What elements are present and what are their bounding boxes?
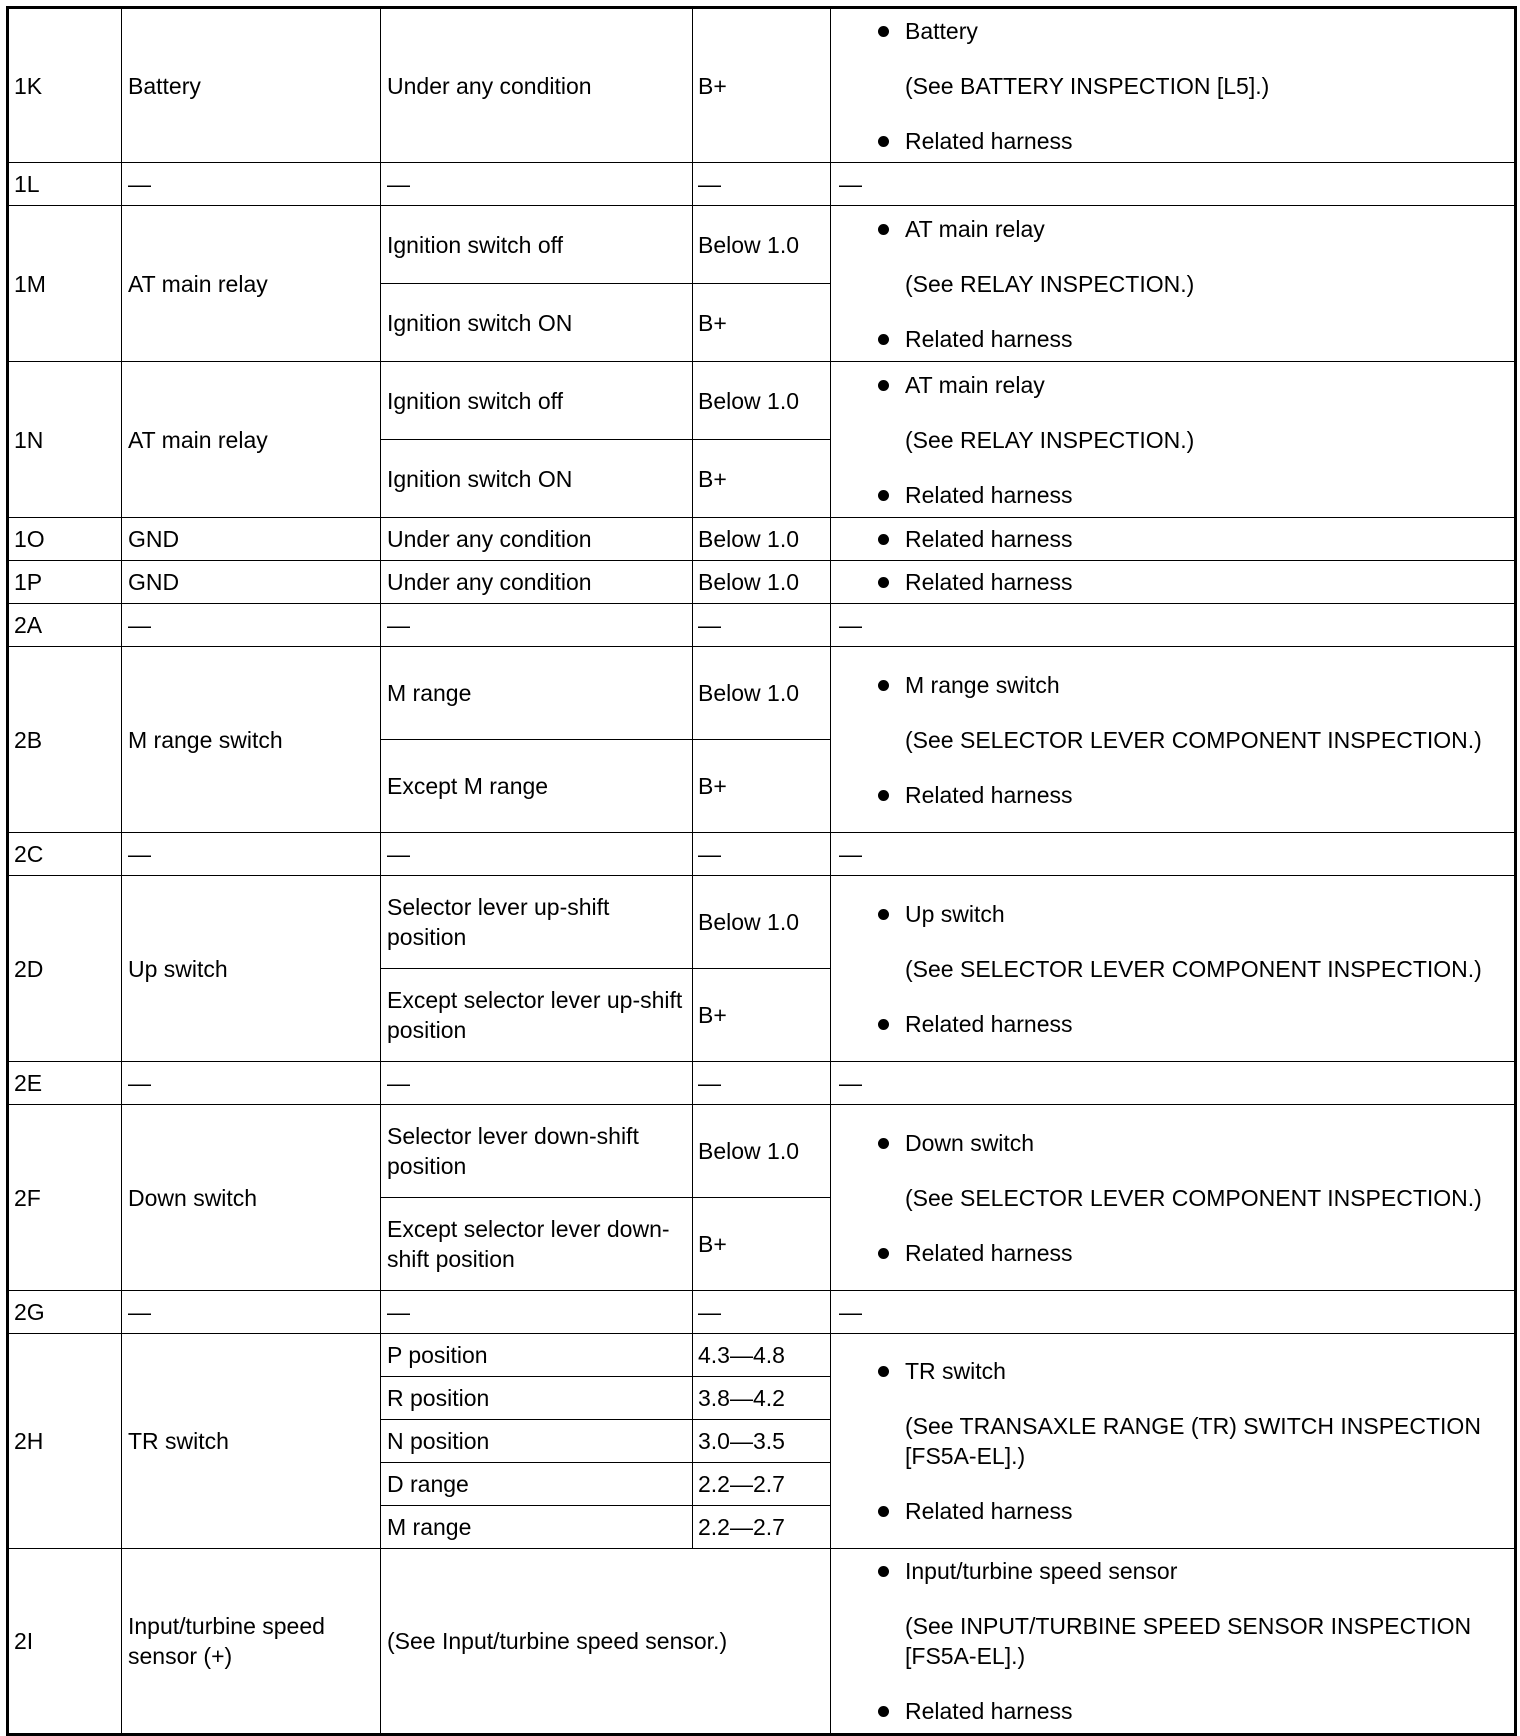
check-note: (See TRANSAXLE RANGE (TR) SWITCH INSPECTION [FS5A-EL].) bbox=[905, 1413, 1481, 1469]
condition-cell: Ignition switch off bbox=[381, 206, 693, 284]
check-item-cell: — bbox=[831, 1291, 1516, 1334]
check-note: (See BATTERY INSPECTION [L5].) bbox=[905, 72, 1270, 99]
table-row bbox=[8, 876, 1516, 969]
voltage-cell: 4.3—4.8 bbox=[693, 1334, 831, 1377]
condition-cell: Except M range bbox=[381, 740, 693, 833]
bullet-icon bbox=[878, 1366, 889, 1377]
check-bullet-text: Related harness bbox=[905, 127, 1073, 154]
condition-cell: P position bbox=[381, 1334, 693, 1377]
check-item-cell bbox=[831, 1549, 1516, 1735]
check-bullet-item bbox=[831, 16, 1514, 46]
check-bullet-item bbox=[831, 324, 1514, 354]
bullet-icon bbox=[878, 1506, 889, 1517]
terminal-cell: 1L bbox=[8, 163, 122, 206]
check-item-cell: — bbox=[831, 604, 1516, 647]
voltage-cell: B+ bbox=[693, 969, 831, 1062]
check-bullet-text: AT main relay bbox=[905, 371, 1045, 398]
check-bullet-item bbox=[831, 1696, 1514, 1726]
check-bullet-text: Related harness bbox=[905, 526, 1073, 552]
check-item-cell bbox=[831, 876, 1516, 1062]
terminal-cell: 2B bbox=[8, 647, 122, 833]
table-row bbox=[8, 8, 1516, 163]
terminal-cell: 1O bbox=[8, 518, 122, 561]
table-row bbox=[8, 1105, 1516, 1198]
voltage-cell: 3.0—3.5 bbox=[693, 1420, 831, 1463]
condition-cell: Selector lever up-shift position bbox=[381, 876, 693, 969]
bullet-icon bbox=[878, 1138, 889, 1149]
bullet-icon bbox=[878, 490, 889, 501]
bullet-icon bbox=[878, 577, 889, 588]
voltage-cell: B+ bbox=[693, 284, 831, 362]
check-bullet-item bbox=[831, 1009, 1514, 1039]
terminal-cell: 2G bbox=[8, 1291, 122, 1334]
connected-to-cell: M range switch bbox=[122, 647, 381, 833]
voltage-cell: B+ bbox=[693, 440, 831, 518]
table-row bbox=[8, 163, 1516, 206]
condition-cell: Under any condition bbox=[381, 561, 693, 604]
terminal-cell: 1K bbox=[8, 8, 122, 163]
check-item-cell bbox=[831, 518, 1516, 561]
check-bullet-item bbox=[831, 670, 1514, 700]
condition-cell: R position bbox=[381, 1377, 693, 1420]
bullet-icon bbox=[878, 1566, 889, 1577]
check-bullet-item bbox=[831, 1556, 1514, 1586]
voltage-cell: Below 1.0 bbox=[693, 1105, 831, 1198]
check-note: (See SELECTOR LEVER COMPONENT INSPECTION.) bbox=[905, 1184, 1482, 1211]
bullet-icon bbox=[878, 26, 889, 37]
check-bullet-item bbox=[831, 1356, 1514, 1386]
table-row bbox=[8, 518, 1516, 561]
connected-to-cell: Battery bbox=[122, 8, 381, 163]
voltage-cell: B+ bbox=[693, 1198, 831, 1291]
connected-to-cell: AT main relay bbox=[122, 206, 381, 362]
condition-cell: Ignition switch off bbox=[381, 362, 693, 440]
bullet-icon bbox=[878, 1248, 889, 1259]
condition-cell: N position bbox=[381, 1420, 693, 1463]
terminal-cell: 2H bbox=[8, 1334, 122, 1549]
check-note: (See RELAY INSPECTION.) bbox=[905, 426, 1195, 453]
bullet-icon bbox=[878, 790, 889, 801]
voltage-cell: Below 1.0 bbox=[693, 206, 831, 284]
check-bullet-item bbox=[831, 370, 1514, 400]
check-bullet-item bbox=[831, 126, 1514, 156]
condition-cell: Under any condition bbox=[381, 518, 693, 561]
voltage-cell: 2.2—2.7 bbox=[693, 1506, 831, 1549]
check-bullet-text: Related harness bbox=[905, 1010, 1073, 1037]
voltage-cell: Below 1.0 bbox=[693, 876, 831, 969]
check-bullet-text: Up switch bbox=[905, 900, 1005, 927]
condition-cell: D range bbox=[381, 1463, 693, 1506]
check-bullet-item bbox=[831, 1128, 1514, 1158]
connected-to-cell: GND bbox=[122, 518, 381, 561]
voltage-cell: Below 1.0 bbox=[693, 362, 831, 440]
table-row bbox=[8, 604, 1516, 647]
voltage-cell: Below 1.0 bbox=[693, 647, 831, 740]
merged-measurement-cell: (See Input/turbine speed sensor.) bbox=[381, 1549, 831, 1735]
check-bullet-item bbox=[831, 480, 1514, 510]
connected-to-cell: TR switch bbox=[122, 1334, 381, 1549]
terminal-cell: 2F bbox=[8, 1105, 122, 1291]
connected-to-cell: — bbox=[122, 163, 381, 206]
bullet-icon bbox=[878, 1019, 889, 1030]
table-row bbox=[8, 647, 1516, 740]
check-bullet-text: Related harness bbox=[905, 569, 1073, 595]
condition-cell: — bbox=[381, 1291, 693, 1334]
connected-to-cell: GND bbox=[122, 561, 381, 604]
table-row bbox=[8, 206, 1516, 284]
bullet-icon bbox=[878, 136, 889, 147]
voltage-cell: 2.2—2.7 bbox=[693, 1463, 831, 1506]
check-bullet-text: Related harness bbox=[905, 1239, 1073, 1266]
voltage-cell: Below 1.0 bbox=[693, 561, 831, 604]
table-row bbox=[8, 561, 1516, 604]
check-bullet-text: Related harness bbox=[905, 781, 1073, 808]
check-bullet-text: TR switch bbox=[905, 1358, 1006, 1384]
check-item-cell: — bbox=[831, 1062, 1516, 1105]
voltage-cell: B+ bbox=[693, 8, 831, 163]
check-bullet-text: Related harness bbox=[905, 1698, 1073, 1724]
check-item-cell: — bbox=[831, 163, 1516, 206]
check-bullet-item bbox=[831, 524, 1514, 554]
check-note: (See SELECTOR LEVER COMPONENT INSPECTION.) bbox=[905, 726, 1482, 753]
bullet-icon bbox=[878, 680, 889, 691]
check-bullet-text: Down switch bbox=[905, 1129, 1035, 1156]
check-item-cell bbox=[831, 561, 1516, 604]
condition-cell: M range bbox=[381, 1506, 693, 1549]
check-bullet-text: Related harness bbox=[905, 481, 1073, 508]
condition-cell: Except selector lever up-shift position bbox=[381, 969, 693, 1062]
connected-to-cell: — bbox=[122, 833, 381, 876]
table-row bbox=[8, 833, 1516, 876]
condition-cell: — bbox=[381, 833, 693, 876]
condition-cell: — bbox=[381, 604, 693, 647]
table-row bbox=[8, 1334, 1516, 1377]
terminal-cell: 1P bbox=[8, 561, 122, 604]
connected-to-cell: — bbox=[122, 1291, 381, 1334]
check-note: (See INPUT/TURBINE SPEED SENSOR INSPECTION [FS5A-EL].) bbox=[905, 1613, 1472, 1669]
check-note: (See RELAY INSPECTION.) bbox=[905, 270, 1195, 297]
check-item-cell bbox=[831, 1334, 1516, 1549]
connected-to-cell: Input/turbine speed sensor (+) bbox=[122, 1549, 381, 1735]
check-bullet-item bbox=[831, 1238, 1514, 1268]
check-bullet-item bbox=[831, 567, 1514, 597]
check-bullet-text: Input/turbine speed sensor bbox=[905, 1558, 1178, 1584]
terminal-cell: 2E bbox=[8, 1062, 122, 1105]
condition-cell: Under any condition bbox=[381, 8, 693, 163]
check-bullet-item bbox=[831, 899, 1514, 929]
check-bullet-item bbox=[831, 1496, 1514, 1526]
voltage-cell: — bbox=[693, 604, 831, 647]
connected-to-cell: — bbox=[122, 1062, 381, 1105]
bullet-icon bbox=[878, 534, 889, 545]
voltage-cell: 3.8—4.2 bbox=[693, 1377, 831, 1420]
check-bullet-text: M range switch bbox=[905, 671, 1060, 698]
terminal-cell: 1M bbox=[8, 206, 122, 362]
voltage-cell: Below 1.0 bbox=[693, 518, 831, 561]
connected-to-cell: AT main relay bbox=[122, 362, 381, 518]
bullet-icon bbox=[878, 909, 889, 920]
check-bullet-text: Battery bbox=[905, 17, 978, 44]
connected-to-cell: Down switch bbox=[122, 1105, 381, 1291]
check-item-cell bbox=[831, 362, 1516, 518]
check-item-cell bbox=[831, 206, 1516, 362]
connected-to-cell: Up switch bbox=[122, 876, 381, 1062]
check-item-cell bbox=[831, 8, 1516, 163]
check-item-cell bbox=[831, 647, 1516, 833]
voltage-cell: — bbox=[693, 1291, 831, 1334]
bullet-icon bbox=[878, 224, 889, 235]
terminal-cell: 1N bbox=[8, 362, 122, 518]
connected-to-cell: — bbox=[122, 604, 381, 647]
check-bullet-item bbox=[831, 214, 1514, 244]
terminal-cell: 2D bbox=[8, 876, 122, 1062]
check-item-cell: — bbox=[831, 833, 1516, 876]
check-bullet-text: Related harness bbox=[905, 325, 1073, 352]
voltage-cell: — bbox=[693, 1062, 831, 1105]
table-row bbox=[8, 1062, 1516, 1105]
bullet-icon bbox=[878, 380, 889, 391]
voltage-cell: B+ bbox=[693, 740, 831, 833]
terminal-cell: 2I bbox=[8, 1549, 122, 1735]
check-bullet-text: Related harness bbox=[905, 1498, 1073, 1524]
voltage-cell: — bbox=[693, 163, 831, 206]
check-bullet-item bbox=[831, 780, 1514, 810]
table-row bbox=[8, 1549, 1516, 1735]
terminal-voltage-table bbox=[6, 6, 1517, 1736]
check-note: (See SELECTOR LEVER COMPONENT INSPECTION.) bbox=[905, 955, 1482, 982]
check-item-cell bbox=[831, 1105, 1516, 1291]
condition-cell: Ignition switch ON bbox=[381, 284, 693, 362]
condition-cell: M range bbox=[381, 647, 693, 740]
condition-cell: Except selector lever down-shift position bbox=[381, 1198, 693, 1291]
condition-cell: — bbox=[381, 163, 693, 206]
condition-cell: Ignition switch ON bbox=[381, 440, 693, 518]
check-bullet-text: AT main relay bbox=[905, 215, 1045, 242]
bullet-icon bbox=[878, 334, 889, 345]
terminal-cell: 2C bbox=[8, 833, 122, 876]
table-row bbox=[8, 362, 1516, 440]
terminal-cell: 2A bbox=[8, 604, 122, 647]
table-row bbox=[8, 1291, 1516, 1334]
condition-cell: — bbox=[381, 1062, 693, 1105]
condition-cell: Selector lever down-shift position bbox=[381, 1105, 693, 1198]
voltage-cell: — bbox=[693, 833, 831, 876]
